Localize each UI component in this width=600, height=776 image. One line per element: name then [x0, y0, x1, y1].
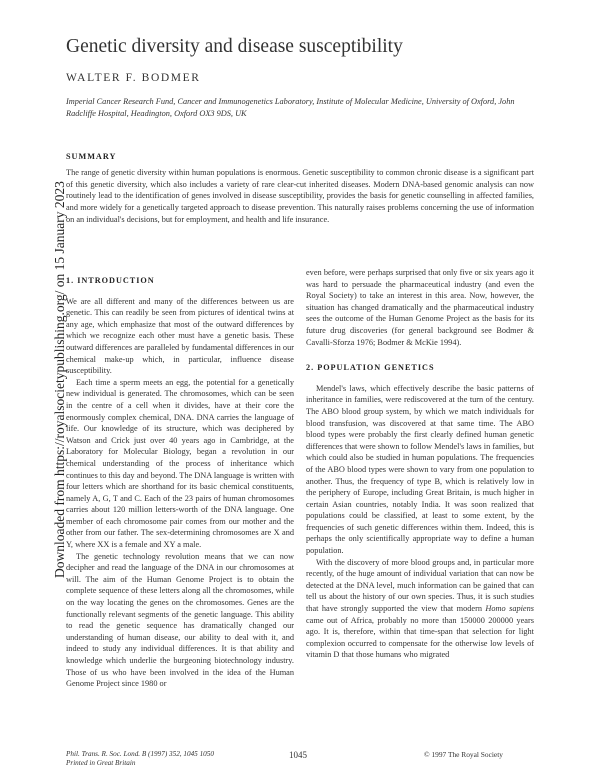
- intro-paragraph-3: The genetic technology revolution means that we can now decipher and read the language of the DNA in our chromosomes at will. The aim of the Human Genome Project is to obtain the complete sequence of these letters along all the chromosomes, while on the way locating the genes on the chromosomes. Genes are the functionally relevant segments of the genetic language. This ability to read the genetic sequence has dramatically changed our understanding of human disease, our ability to deal with it, and indeed to study any individual differences. It is that ability and knowledge which underlie the burgeoning biotechnology industry. Those of us who have been involved in the idea of the Human Genome Project since 1980 or: [66, 551, 294, 689]
- intro-continued-paragraph: even before, were perhaps surprised that only five or six years ago it was hard to persuade the pharmaceutical industry (and even the Royal Society) to take an interest in this area. Now, however, the situation has changed dramatically and the pharmaceutical industry sees the outcome of the Human Genome Project as the basis for its future drug discoveries (for general background see Bodmer & Cavalli-Sforza 1976; Bodmer & McKie 1994).: [306, 268, 534, 347]
- journal-line-1: Phil. Trans. R. Soc. Lond. B (1997) 352, 1045 1050: [66, 750, 214, 758]
- popgen-paragraph-2-start: With the discovery of more blood groups and, in particular more recently, of the huge amount of individual variation that can now be detected at the DNA level, much information can be gained that can tell us about the history of our own species. Thus, it is such studies that have strongly supported the view that modern: [306, 557, 534, 614]
- species-name: Homo sapiens: [485, 604, 534, 614]
- summary-text: The range of genetic diversity within human populations is enormous. Genetic susceptibility to common chronic disease is a significant part of this genetic diversity, which also includes a variety of rare clear-cut inherited diseases. Modern DNA-based genomic analysis can now routinely lead to the identification of genes involved in disease susceptibility, provides the basis for genetic counselling in affected families, and more widely for a genetically targeted approach to disease prevention. This naturally raises problems concerning the use of information on an individual's decisions, but for employment, and health and life insurance.: [66, 168, 534, 224]
- article-title: Genetic diversity and disease susceptibility: [66, 36, 403, 57]
- popgen-paragraph-1: Mendel's laws, which effectively describe the basic patterns of inheritance in families, were rediscovered at the turn of the century. The ABO blood group system, by which we match individuals for blood transfusion, was discovered at that same time. The ABO blood types were probably the first clearly defined human genetic differences that were shown to follow Mendel's laws in families, but which could also be studied in human populations. The frequencies of the ABO blood types were shown to vary from one population to another. Thus, the frequency of type B, which is relatively low in the periphery of Europe, including Great Britain, is much higher in certain Asian countries, notably India. It was soon realized that populations could be classified, at least to some extent, by the frequencies of such genetic differences within them. Indeed, this is perhaps the only scientifically appropriate way to define a human population.: [306, 383, 534, 556]
- page-number: 1045: [289, 750, 307, 760]
- author-affiliation: Imperial Cancer Research Fund, Cancer and Immunogenetics Laboratory, Institute of Molecular Medicine, University of Oxford, John Radcliffe Hospital, Headington, Oxford OX3 9DS, UK: [66, 97, 515, 118]
- journal-citation: [66, 750, 214, 768]
- population-genetics-heading: 2. POPULATION GENETICS: [306, 363, 435, 373]
- left-column: [66, 275, 294, 690]
- author-name: WALTER F. BODMER: [66, 72, 201, 84]
- right-column: [306, 267, 534, 661]
- intro-paragraph-1: We are all different and many of the differences between us are genetic. This can readily be seen from pictures of identical twins at any age, which emphasize that most of the outward differences by which we recognize each other must have a genetic basis. These outward differences are paralleled by fundamental differences in our chemical make-up which, in particular, influence disease susceptibility.: [66, 296, 294, 376]
- intro-paragraph-2: Each time a sperm meets an egg, the potential for a genetically new individual is generated. The chromosomes, which can be seen in the centre of a cell when it divides, have at their core the enormously complex chemical, DNA. DNA carries the language of life. Our knowledge of its structure, which was deciphered by Watson and Crick just over 40 years ago in Cambridge, at the Laboratory for Molecular Biology, began a revolution in our chemical understanding of the process of inheritance which continues to this day and beyond. The DNA language is written with four letters which are shorthand for its basic chemical constituents, namely A, G, T and C. Each of the 23 pairs of human chromosomes carries about 120 million letters-worth of the DNA language. One member of each chromosome pair comes from our mother and the other from our father. The sex-determining chromosomes are X and Y, where XX is a female and XY a male.: [66, 377, 294, 550]
- download-watermark: Downloaded from https://royalsocietypublishing.org/ on 15 January 2023: [52, 181, 67, 578]
- journal-line-2: Printed in Great Britain: [66, 759, 136, 767]
- introduction-heading: 1. INTRODUCTION: [66, 276, 155, 285]
- popgen-paragraph-2-end: came out of Africa, probably no more than 150000 200000 years ago. It is, therefore, within that time-span that selection for light complexion occurred to compensate for the otherwise low levels of vitamin D that those humans who migrated: [306, 615, 534, 660]
- summary-heading: SUMMARY: [66, 152, 117, 161]
- popgen-paragraph-2: [306, 557, 534, 661]
- copyright-notice: © 1997 The Royal Society: [424, 750, 503, 759]
